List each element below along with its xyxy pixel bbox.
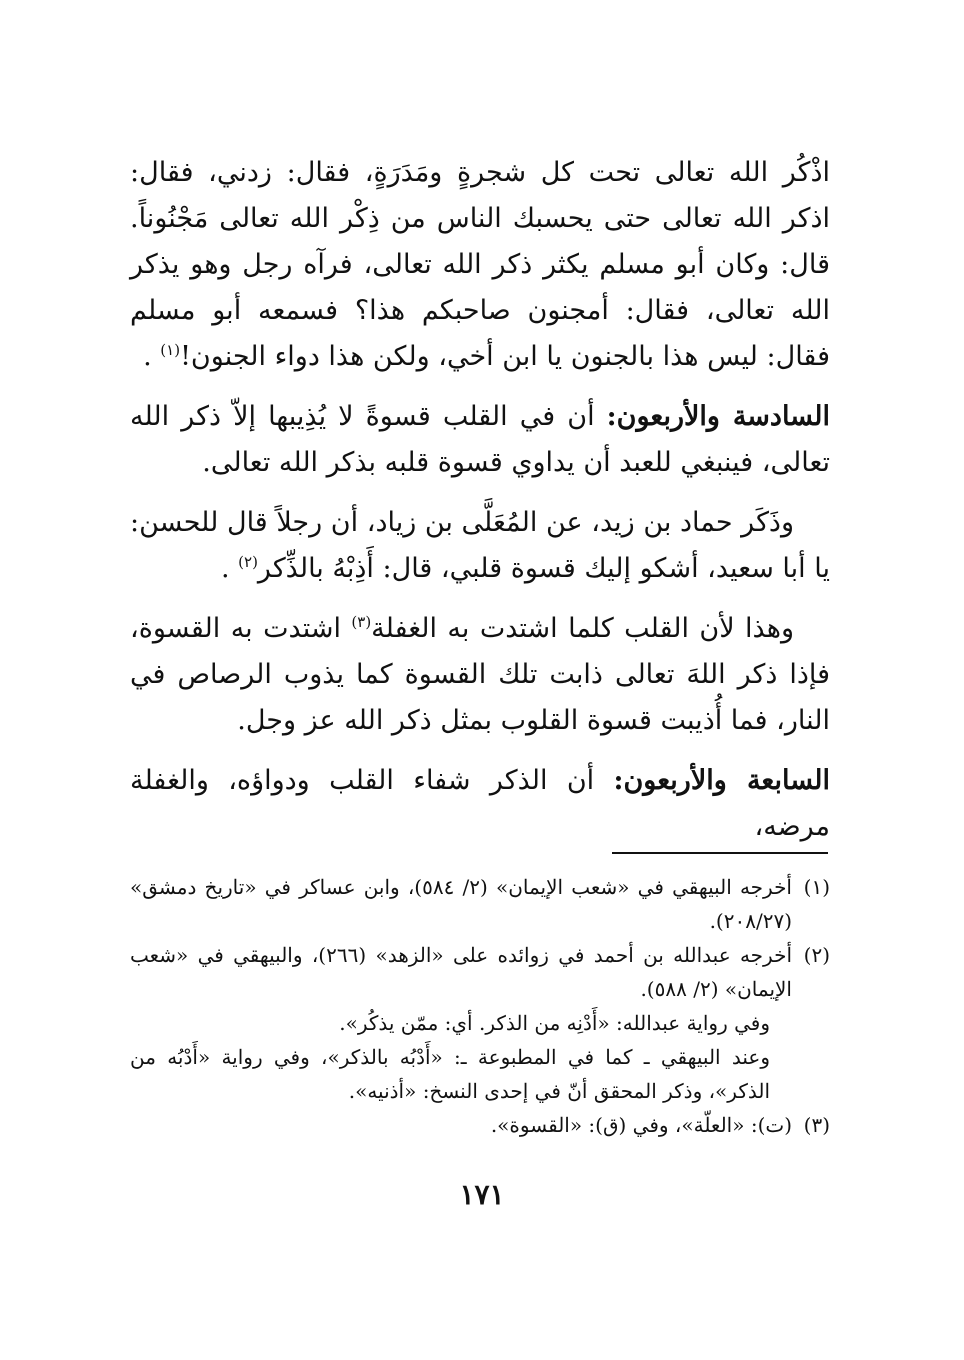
footnote-2 <box>130 938 830 1006</box>
footnote-2-text: أخرجه عبدالله بن أحمد في زوائده على «الزهد» (٢٦٦)، والبيهقي في «شعب الإيمان» (٢/ ٥٨٨). <box>130 943 793 1001</box>
paragraph-4-text-a: وهذا لأن القلب كلما اشتدت به الغفلة <box>371 613 794 644</box>
footnote-2-number: (٢) <box>803 943 830 967</box>
footnote-3-text: (ت): «العلّة»، وفي (ق): «القسوة». <box>490 1113 792 1137</box>
section-heading-47: السابعة والأربعون: <box>613 765 831 796</box>
footnotes <box>130 870 830 1142</box>
paragraph-4-text-b: اشتدت به القسوة، فإذا ذكر اللهَ تعالى ذابت تلك القسوة كما يذوب الرصاص في النار، فما أُذيبت قسوة القلوب بمثل ذكر الله عز وجل. <box>130 613 830 736</box>
page-number: ١٧١ <box>459 1178 505 1211</box>
paragraph-5 <box>130 758 830 850</box>
paragraph-5-text: أن الذكر شفاء القلب ودواؤه، والغفلة مرضه، <box>130 765 830 842</box>
paragraph-3 <box>130 500 830 592</box>
footnote-separator <box>612 852 828 854</box>
paragraph-3-end: . <box>220 553 239 584</box>
paragraph-1 <box>130 150 830 380</box>
footnote-3-number: (٣) <box>803 1113 830 1137</box>
footnote-1 <box>130 870 830 938</box>
footnote-ref-3: (٣) <box>351 613 372 631</box>
paragraph-3-text: وذَكَر حماد بن زيد، عن المُعَلَّى بن زياد، أن رجلاً قال للحسن: يا أبا سعيد، أشكو إليك قسوة قلبي، قال: أَذِبْهُ بالذِّكر <box>130 507 830 584</box>
footnote-1-text: أخرجه البيهقي في «شعب الإيمان» (٢/ ٥٨٤)، وابن عساكر في «تاريخ دمشق» (٢٠٨/٢٧). <box>130 875 792 933</box>
paragraph-2-text: أن في القلب قسوةً لا يُذِيبها إلاّ ذكر الله تعالى، فينبغي للعبد أن يداوي قسوة قلبه بذكر الله تعالى. <box>130 401 830 478</box>
footnote-2-line-2: وفي رواية عبدالله: «أَدْنِه من الذكر. أي: ممّن يذكُر». <box>339 1011 770 1035</box>
paragraph-2 <box>130 394 830 486</box>
footnote-3 <box>130 1108 830 1142</box>
paragraph-1-text: اذْكُر الله تعالى تحت كل شجرةٍ ومَدَرَةٍ، فقال: زدني، فقال: اذكر الله تعالى حتى يحسبك الناس من ذِكْر الله تعالى مَجْنُوناً. قال: وكان أبو مسلم يكثر ذكر الله تعالى، فرآه رجل وهو يذكر الله تعالى، فقال: أمجنون صاحبكم هذا؟ فسمعه أبو مسلم فقال: ليس هذا بالجنون يا ابن أخي، ولكن هذا دواء الجنون! <box>130 157 830 372</box>
footnote-ref-2: (٢) <box>238 553 258 571</box>
section-heading-46: السادسة والأربعون: <box>606 401 830 432</box>
footnote-2-line-3: وعند البيهقي ـ كما في المطبوعة ـ: «أَدْبُه بالذكر»، وفي رواية «أَدْبُه من الذكر»، وذكر المحقق أنّ في إحدى النسخ: «أذنيه». <box>130 1045 770 1103</box>
footnote-ref-1: (١) <box>160 341 181 359</box>
footnote-1-number: (١) <box>803 875 830 899</box>
paragraph-4 <box>130 606 830 744</box>
main-text <box>130 150 830 864</box>
paragraph-1-end: . <box>143 341 161 372</box>
